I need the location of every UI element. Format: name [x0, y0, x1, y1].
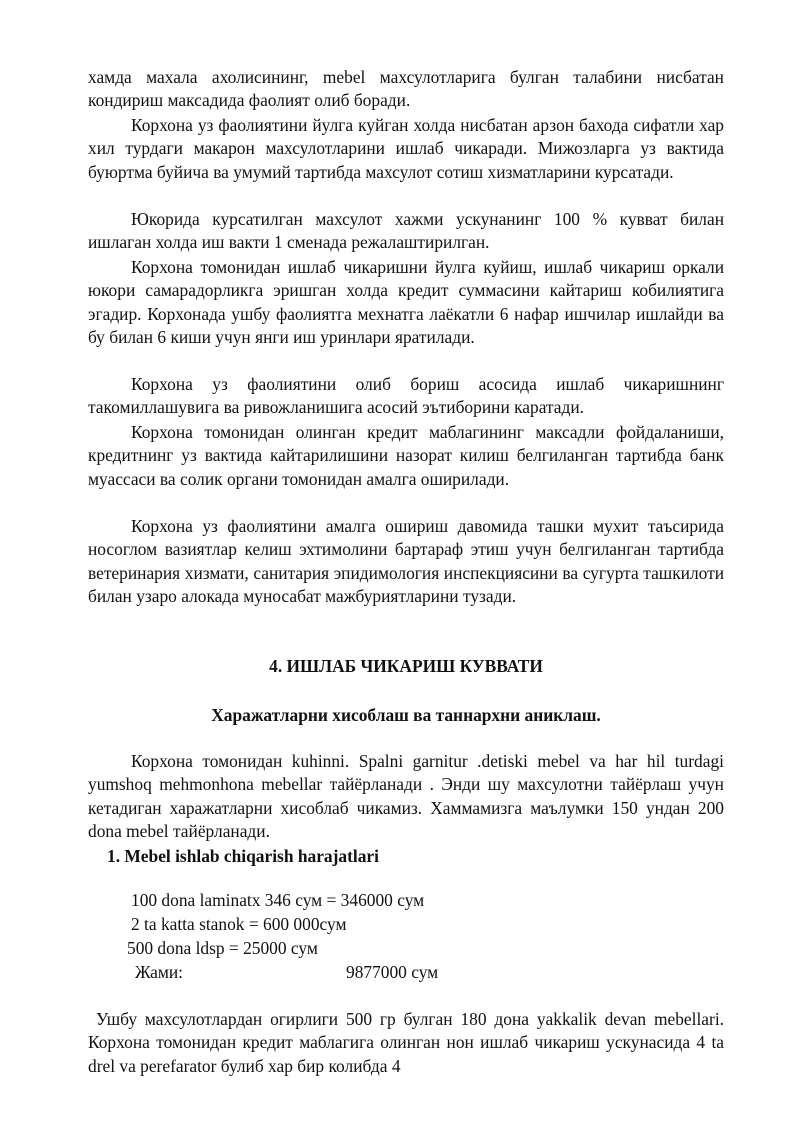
section-heading: 4. ИШЛАБ ЧИКАРИШ КУВВАТИ	[269, 656, 543, 676]
section-subheading: Харажатларни хисоблаш ва таннархни аниклаш.	[211, 705, 601, 725]
cost-line: 500 dona ldsp = 25000 сум	[127, 938, 318, 958]
paragraph-6: Корхона томонидан олинган кредит маблагининг максадли фойдаланиши, кредитнинг уз вактида кайтарилишини назорат килиш белгиланган тартибда банк муассаси ва солик органи томонидан амалга оширилади.	[88, 422, 724, 489]
intro-paragraph: Корхона томонидан kuhinni. Spalni garnitur .detiski mebel va har hil turdagi yumshoq mehmonhona mebellar тайёрланади . Энди шу махсулотни тайёрлаш учун кетадиган харажатларни хисоблаб чикамиз. Хаммамизга маълумки 150 ундан 200 dona mebel тайёрланади.	[88, 751, 724, 842]
paragraph-1: хамда махала ахолисининг, mebel махсулотларига булган талабини нисбатан кондириш максадида фаолият олиб боради.	[88, 67, 724, 111]
paragraph-4: Корхона томонидан ишлаб чикаришни йулга куйиш, ишлаб чикариш оркали юкори самарадорликга эришган холда кредит суммасини кайтариш кобилиятига эгадир. Корхонада ушбу фаолиятга мехнатга лаёкатли 6 нафар ишчилар ишлайди ва бу билан 6 киши учун янги иш уринлари яратилади.	[88, 257, 724, 348]
paragraph-5: Корхона уз фаолиятини олиб бориш асосида ишлаб чикаришнинг такомиллашувига ва ривожланишига асосий эътиборини каратади.	[88, 374, 724, 418]
closing-paragraph: Ушбу махсулотлардан огирлиги 500 гр булган 180 дона yakkalik devan mebellari. Корхона томонидан кредит маблагига олинган нон ишлаб чикариш ускунасида 4 ta drel va perefarator булиб хар бир колибда 4	[88, 1009, 724, 1076]
total-label: Жами:	[135, 962, 184, 982]
cost-line: 100 dona laminatx 346 сум = 346000 сум	[131, 890, 425, 910]
list-title: 1. Mebel ishlab chiqarish harajatlari	[107, 846, 379, 866]
paragraph-2: Корхона уз фаолиятини йулга куйган холда нисбатан арзон бахода сифатли хар хил турдаги макарон махсулотларини ишлаб чикаради. Мижозларга уз вактида буюртма буйича ва умумий тартибда махсулот сотиш хизматларини курсатади.	[88, 115, 724, 182]
paragraph-7: Корхона уз фаолиятини амалга ошириш давомида ташки мухит таъсирида носоглом вазиятлар келиш эхтимолини бартараф этиш учун белгиланган тартибда ветеринария хизмати, санитария эпидимология инспекциясини ва сугурта ташкилоти билан узаро алокада муносабат мажбуриятларини тузади.	[88, 516, 724, 607]
total-value: 9877000 сум	[346, 962, 439, 982]
paragraph-3: Юкорида курсатилган махсулот хажми ускунанинг 100 % кувват билан ишлаган холда иш вакти 1 сменада режалаштирилган.	[88, 209, 724, 253]
cost-line: 2 ta katta stanok = 600 000сум	[131, 914, 347, 934]
